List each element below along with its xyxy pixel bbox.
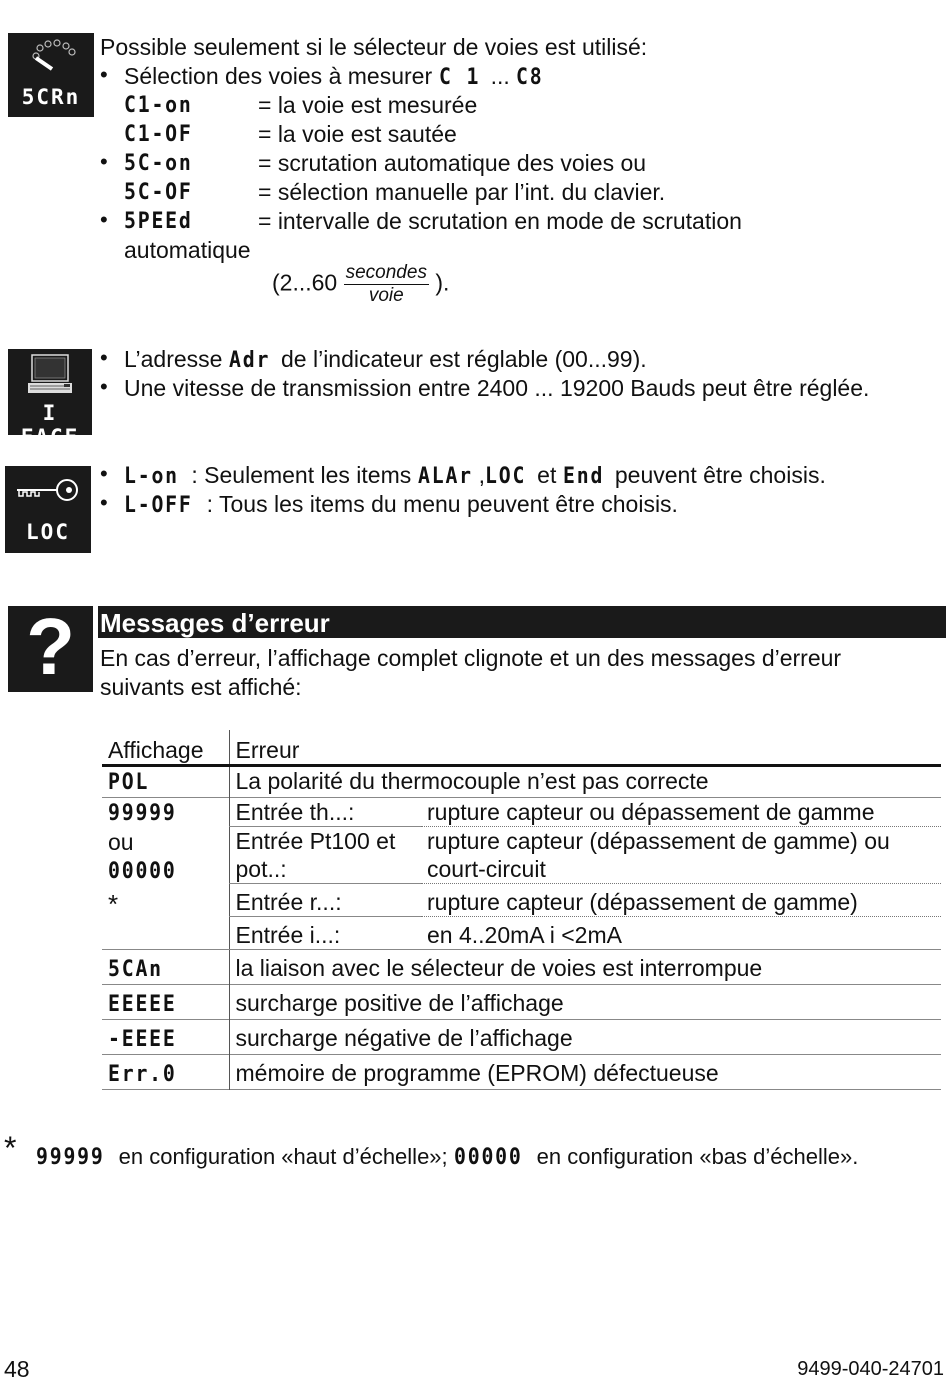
overrange-codes <box>102 798 229 950</box>
speed-code: 5PEEd <box>124 209 193 234</box>
bullet-icon: • <box>100 374 108 399</box>
overrange-code-low: 00000 <box>108 859 177 884</box>
range-denominator: voie <box>368 285 404 306</box>
scan-icon <box>8 33 94 117</box>
table-header-row <box>102 730 941 766</box>
footnote-text-low: en configuration «bas d’échelle». <box>536 1144 859 1169</box>
table-row <box>102 985 941 1020</box>
range-fraction <box>344 262 429 307</box>
sub-input: Entrée th...: <box>229 798 421 827</box>
scon-text: = scrutation automatique des voies ou <box>258 150 647 176</box>
page-number: 48 <box>4 1356 30 1382</box>
sub-desc: en 4..20mA i <2mA <box>427 922 622 948</box>
overflow-neg-code: -EEEE <box>108 1027 177 1052</box>
col-display-header: Affichage <box>108 737 204 763</box>
errors-intro-1: En cas d’erreur, l’affichage complet clignote et un des messages d’erreur <box>100 645 842 671</box>
range-numerator: secondes <box>345 262 427 283</box>
loc-icon-label: LOC <box>26 520 70 544</box>
range-open: (2...60 <box>272 269 338 296</box>
overrange-code-high: 99999 <box>108 801 177 826</box>
sub-desc: rupture capteur (dépassement de gamme) ou court-circuit <box>421 827 941 884</box>
doc-number: 9499-040-24701 <box>797 1358 944 1380</box>
scan-line1-text: Sélection des voies à mesurer <box>124 63 433 89</box>
footnote-star: * <box>4 1130 17 1166</box>
computer-icon <box>8 349 92 403</box>
bullet-icon: • <box>100 461 108 486</box>
address-code: Adr <box>228 348 271 373</box>
bullet-icon: • <box>100 490 108 515</box>
table-row <box>102 950 941 985</box>
sub-input: Entrée r...: <box>229 884 421 917</box>
error-table <box>102 730 941 1090</box>
scan-intro: Possible seulement si le sélecteur de voies est utilisé: <box>100 34 648 60</box>
iface-line1 <box>124 345 647 375</box>
range-close: ). <box>435 269 450 296</box>
lon-line <box>124 461 826 491</box>
bullet-icon: • <box>100 207 108 232</box>
end-code: End <box>562 464 604 489</box>
scof-text: = sélection manuelle par l’int. du clavier. <box>258 179 666 205</box>
scan-line1 <box>124 62 547 92</box>
footnote-code-high: 99999 <box>36 1145 105 1170</box>
c1on-code: C1-on <box>124 93 193 118</box>
scan-line1-dots: ... <box>490 63 510 89</box>
key-icon <box>5 466 91 514</box>
speed-text: = intervalle de scrutation en mode de scrutation <box>258 208 742 234</box>
footnote-code-low: 00000 <box>454 1145 523 1170</box>
lon-et: et <box>537 462 557 488</box>
table-row <box>102 766 941 798</box>
c1of-code: C1-OF <box>124 122 193 147</box>
bullet-icon: • <box>100 345 108 370</box>
eprom-error-text: mémoire de programme (EPROM) défectueuse <box>229 1055 941 1090</box>
eprom-error-code: Err.0 <box>108 1062 177 1087</box>
overflow-pos-text: surcharge positive de l’affichage <box>229 985 941 1020</box>
footnote-text-high: en configuration «haut d’échelle»; <box>118 1144 448 1169</box>
overflow-neg-text: surcharge négative de l’affichage <box>229 1020 941 1055</box>
overflow-pos-code: EEEEE <box>108 992 177 1017</box>
channel-last-code: C8 <box>516 65 544 90</box>
sub-desc: rupture capteur ou dépassement de gamme <box>421 798 941 827</box>
iface-icon <box>8 349 92 449</box>
question-icon <box>8 602 93 692</box>
bullet-icon: • <box>100 149 108 174</box>
lon-text-a: : Seulement les items <box>191 462 412 488</box>
iface-icon-label: I FACE <box>20 401 80 449</box>
table-row <box>102 1020 941 1055</box>
overrange-star: * <box>108 889 119 919</box>
rotary-selector-icon <box>8 33 94 83</box>
channel-first-code: C 1 <box>438 65 480 90</box>
table-row <box>102 798 941 827</box>
c1on-text: = la voie est mesurée <box>258 92 478 118</box>
iface-line2: Une vitesse de transmission entre 2400 ... 19200 Bauds peut être réglée. <box>124 375 870 401</box>
lon-code: L-on <box>124 464 179 489</box>
sub-input: Entrée Pt100 et pot..: <box>229 827 421 884</box>
table-row <box>102 1055 941 1090</box>
section-header <box>98 606 946 638</box>
speed-range <box>272 262 449 307</box>
iface-line1-a: L’adresse <box>124 346 223 372</box>
section-title: Messages d’erreur <box>100 608 330 638</box>
scon-code: 5C-on <box>124 151 193 176</box>
scan-icon-label: 5CRn <box>21 85 81 109</box>
loc-icon <box>5 466 91 553</box>
lon-text-b: peuvent être choisis. <box>614 462 826 488</box>
loff-code: L-OFF <box>124 493 193 518</box>
loc-code: LOC <box>485 464 527 489</box>
loff-text: : Tous les items du menu peuvent être choisis. <box>206 491 678 517</box>
lon-sep: , <box>478 462 486 488</box>
pol-code: POL <box>108 770 150 795</box>
loff-line <box>124 490 678 520</box>
scof-code: 5C-OF <box>124 180 193 205</box>
iface-line1-b: de l’indicateur est réglable (00...99). <box>281 346 647 372</box>
sub-desc: rupture capteur (dépassement de gamme) <box>421 884 941 917</box>
pol-text: La polarité du thermocouple n’est pas correcte <box>229 766 941 798</box>
bullet-icon: • <box>100 62 108 87</box>
scan-error-text: la liaison avec le sélecteur de voies est interrompue <box>229 950 941 985</box>
scan-error-code: 5CAn <box>108 957 163 982</box>
col-error-header: Erreur <box>229 730 941 766</box>
footnote-line <box>36 1142 858 1172</box>
speed-text-cont: automatique <box>124 237 251 263</box>
c1of-text: = la voie est sautée <box>258 121 457 147</box>
overrange-ou: ou <box>108 829 134 855</box>
question-glyph: ? <box>26 602 75 691</box>
errors-intro-2: suivants est affiché: <box>100 674 302 700</box>
sub-input: Entrée i...: <box>229 917 421 950</box>
alarm-code: ALAr <box>417 464 473 489</box>
